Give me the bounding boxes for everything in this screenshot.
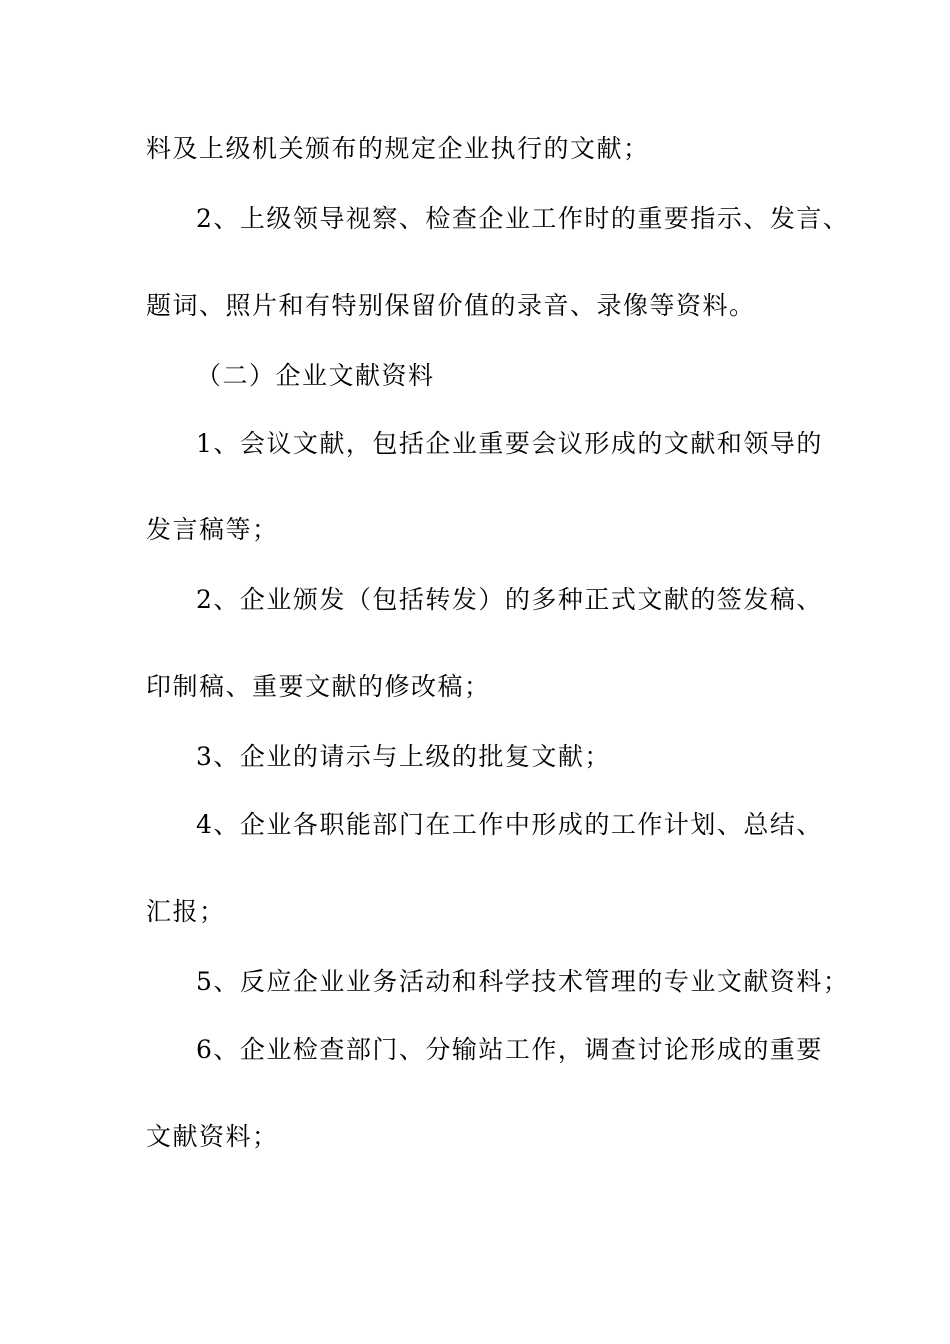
text-line-3: 题词、照片和有特别保留价值的录音、录像等资料。 bbox=[146, 291, 756, 320]
text-line-5: 1、会议文献，包括企业重要会议形成的文献和领导的 bbox=[196, 429, 823, 458]
text-line-6: 发言稿等； bbox=[146, 515, 279, 544]
text-line-7: 2、企业颁发（包括转发）的多种正式文献的签发稿、 bbox=[196, 585, 823, 614]
text-line-2: 2、上级领导视察、检查企业工作时的重要指示、发言、 bbox=[196, 204, 850, 233]
text-line-11: 汇报； bbox=[146, 897, 226, 926]
text-line-9: 3、企业的请示与上级的批复文献； bbox=[196, 742, 611, 771]
text-line-1: 料及上级机关颁布的规定企业执行的文献； bbox=[146, 134, 650, 163]
text-line-12: 5、反应企业业务活动和科学技术管理的专业文献资料； bbox=[196, 967, 850, 996]
text-line-10: 4、企业各职能部门在工作中形成的工作计划、总结、 bbox=[196, 810, 823, 839]
text-line-14: 文献资料； bbox=[146, 1122, 279, 1151]
text-line-13: 6、企业检查部门、分输站工作，调查讨论形成的重要 bbox=[196, 1035, 823, 1064]
text-line-8: 印制稿、重要文献的修改稿； bbox=[146, 672, 491, 701]
section-heading: （二）企业文献资料 bbox=[196, 361, 435, 390]
